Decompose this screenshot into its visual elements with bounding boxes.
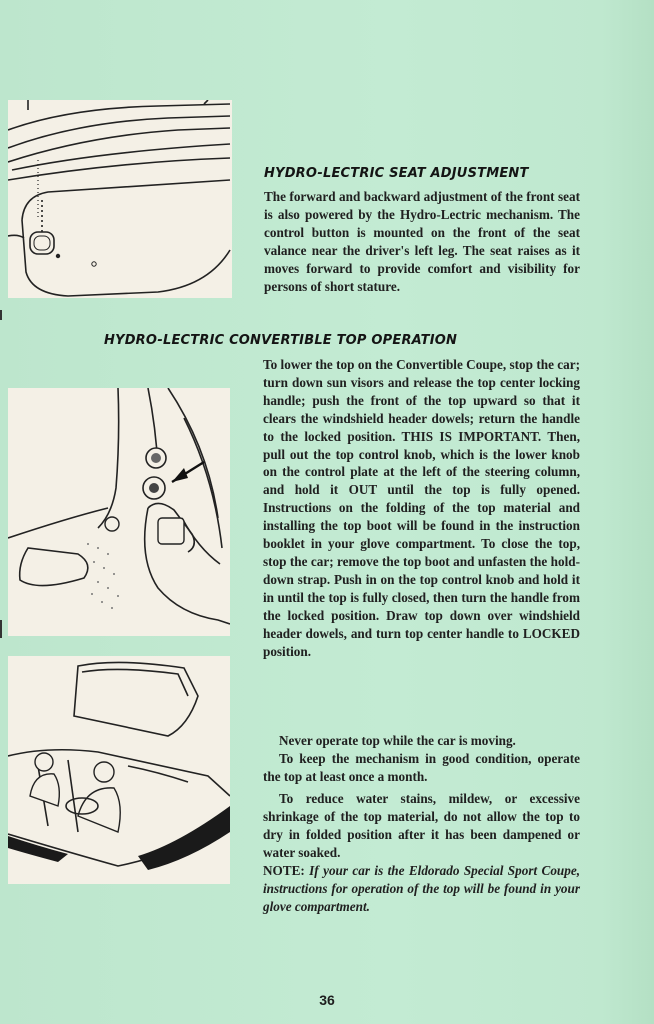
page-number: 36 bbox=[319, 992, 335, 1008]
seat-illustration bbox=[8, 100, 232, 298]
car-illustration bbox=[8, 656, 230, 884]
seat-valance-icon bbox=[8, 100, 232, 298]
top-heading: HYDRO-LECTRIC CONVERTIBLE TOP OPERATION bbox=[104, 333, 458, 348]
margin-mark bbox=[0, 620, 2, 638]
top-note bbox=[263, 862, 580, 916]
knob-illustration bbox=[8, 388, 230, 636]
margin-mark bbox=[0, 310, 2, 320]
top-maintenance: To keep the mechanism in good condition, operate the top at least once a month. bbox=[263, 751, 580, 784]
top-warning: Never operate top while the car is moving. bbox=[279, 733, 516, 748]
seat-body: The forward and backward adjustment of the front seat is also powered by the Hydro-Lectric mechanism. The control button is mounted on the front of the seat valance near the driver's left leg. The seat raises as it moves forward to provide comfort and visibility for persons of short stature. bbox=[264, 189, 580, 294]
top-water-stains: To reduce water stains, mildew, or excessive shrinkage of the top material, do not allow the top to dry in folded position after it has been dampened or water soaked. bbox=[263, 791, 580, 860]
control-knob-hand-icon bbox=[8, 388, 230, 636]
convertible-car-icon bbox=[8, 656, 230, 884]
seat-heading: HYDRO-LECTRIC SEAT ADJUSTMENT bbox=[264, 166, 529, 181]
note-text: If your car is the Eldorado Special Sport Coupe, instructions for operation of the top will be found in your glove compartment. bbox=[263, 863, 580, 914]
note-label: NOTE: bbox=[263, 863, 305, 878]
top-body: To lower the top on the Convertible Coupe, stop the car; turn down sun visors and release the top center locking handle; push the front of the top upward so that it clears the windshield header dowels; return the handle to the locked position. THIS IS IMPORTANT. Then, pull out the top control knob, which is the lower knob on the control plate at the left of the steering column, and hold it OUT until the top is fully opened. Instructions on the folding of the top material and installing the top boot will be found in the instruction booklet in your glove compartment. To close the top, stop the car; remove the top boot and unfasten the hold-down strap. Push in on the top control knob and hold it in until the top is fully closed, then turn the handle from the locked position. Draw top down over windshield header dowels, and turn top center handle to LOCKED position. bbox=[263, 357, 580, 659]
